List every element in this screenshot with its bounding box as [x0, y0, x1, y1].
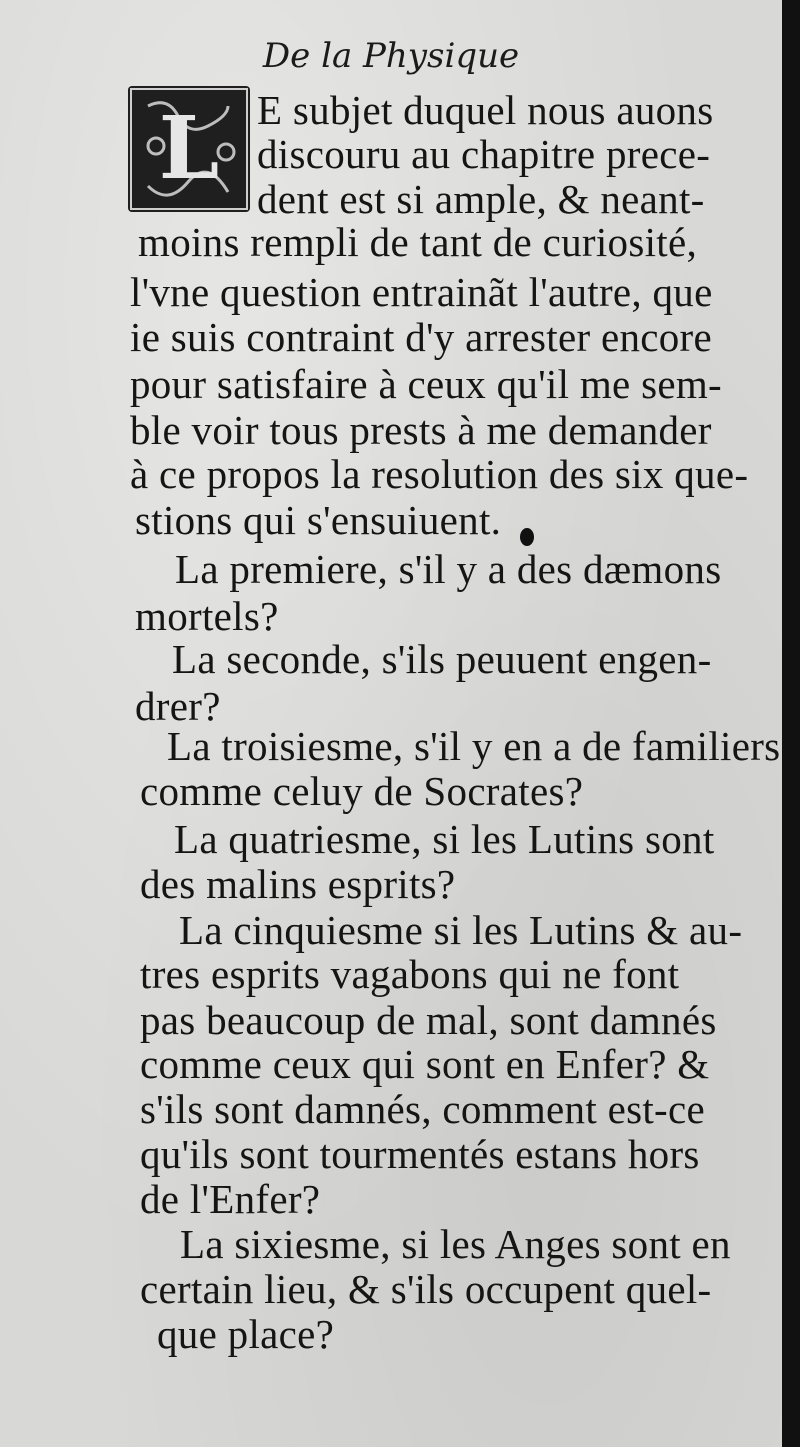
text-line: dent est si ample, & neant-: [257, 176, 705, 222]
text-line: pour satisfaire à ceux qu'il me sem-: [130, 361, 722, 407]
question-line: de l'Enfer?: [140, 1176, 321, 1222]
question-line: pas beaucoup de mal, sont damnés: [140, 997, 717, 1043]
text-line: discouru au chapitre prece-: [257, 131, 711, 177]
question-line: comme ceux qui sont en Enfer? &: [140, 1041, 710, 1087]
page-edge: [782, 0, 800, 1447]
question-line: s'ils sont damnés, comment est-ce: [140, 1086, 705, 1132]
question-line: La troisiesme, s'il y en a de familiers: [167, 723, 781, 769]
question-line: La sixiesme, si les Anges sont en: [180, 1221, 731, 1267]
question-line: tres esprits vagabons qui ne font: [140, 951, 680, 997]
question-line: La premiere, s'il y a des dæmons: [175, 546, 722, 592]
question-line: que place?: [157, 1311, 335, 1357]
decorated-initial: [128, 86, 250, 212]
question-line: certain lieu, & s'ils occupent quel-: [140, 1266, 712, 1312]
text-line: l'vne question entrainãt l'autre, que: [130, 269, 713, 315]
dropcap-letter: L: [158, 98, 220, 199]
question-line: La quatriesme, si les Lutins sont: [174, 816, 715, 862]
text-line: E subjet duquel nous auons: [257, 87, 714, 133]
text-line: moins rempli de tant de curiosité,: [138, 219, 698, 265]
question-line: La cinquiesme si les Lutins & au-: [179, 907, 743, 953]
ink-spot: [520, 528, 534, 546]
question-line: des malins esprits?: [140, 861, 456, 907]
text-line: ble voir tous prests à me demander: [130, 407, 712, 453]
question-line: comme celuy de Socrates?: [140, 768, 584, 814]
text-line: à ce propos la resolution des six que-: [130, 451, 749, 497]
ornament-icon: [128, 86, 250, 212]
question-line: drer?: [135, 683, 221, 729]
text-line: stions qui s'ensuiuent.: [135, 497, 502, 543]
question-line: La seconde, s'ils peuuent engen-: [172, 636, 712, 682]
text-line: ie suis contraint d'y arrester encore: [130, 314, 712, 360]
question-line: qu'ils sont tourmentés estans hors: [140, 1131, 700, 1177]
running-header: De la Physique: [262, 36, 520, 76]
question-line: mortels?: [135, 593, 279, 639]
